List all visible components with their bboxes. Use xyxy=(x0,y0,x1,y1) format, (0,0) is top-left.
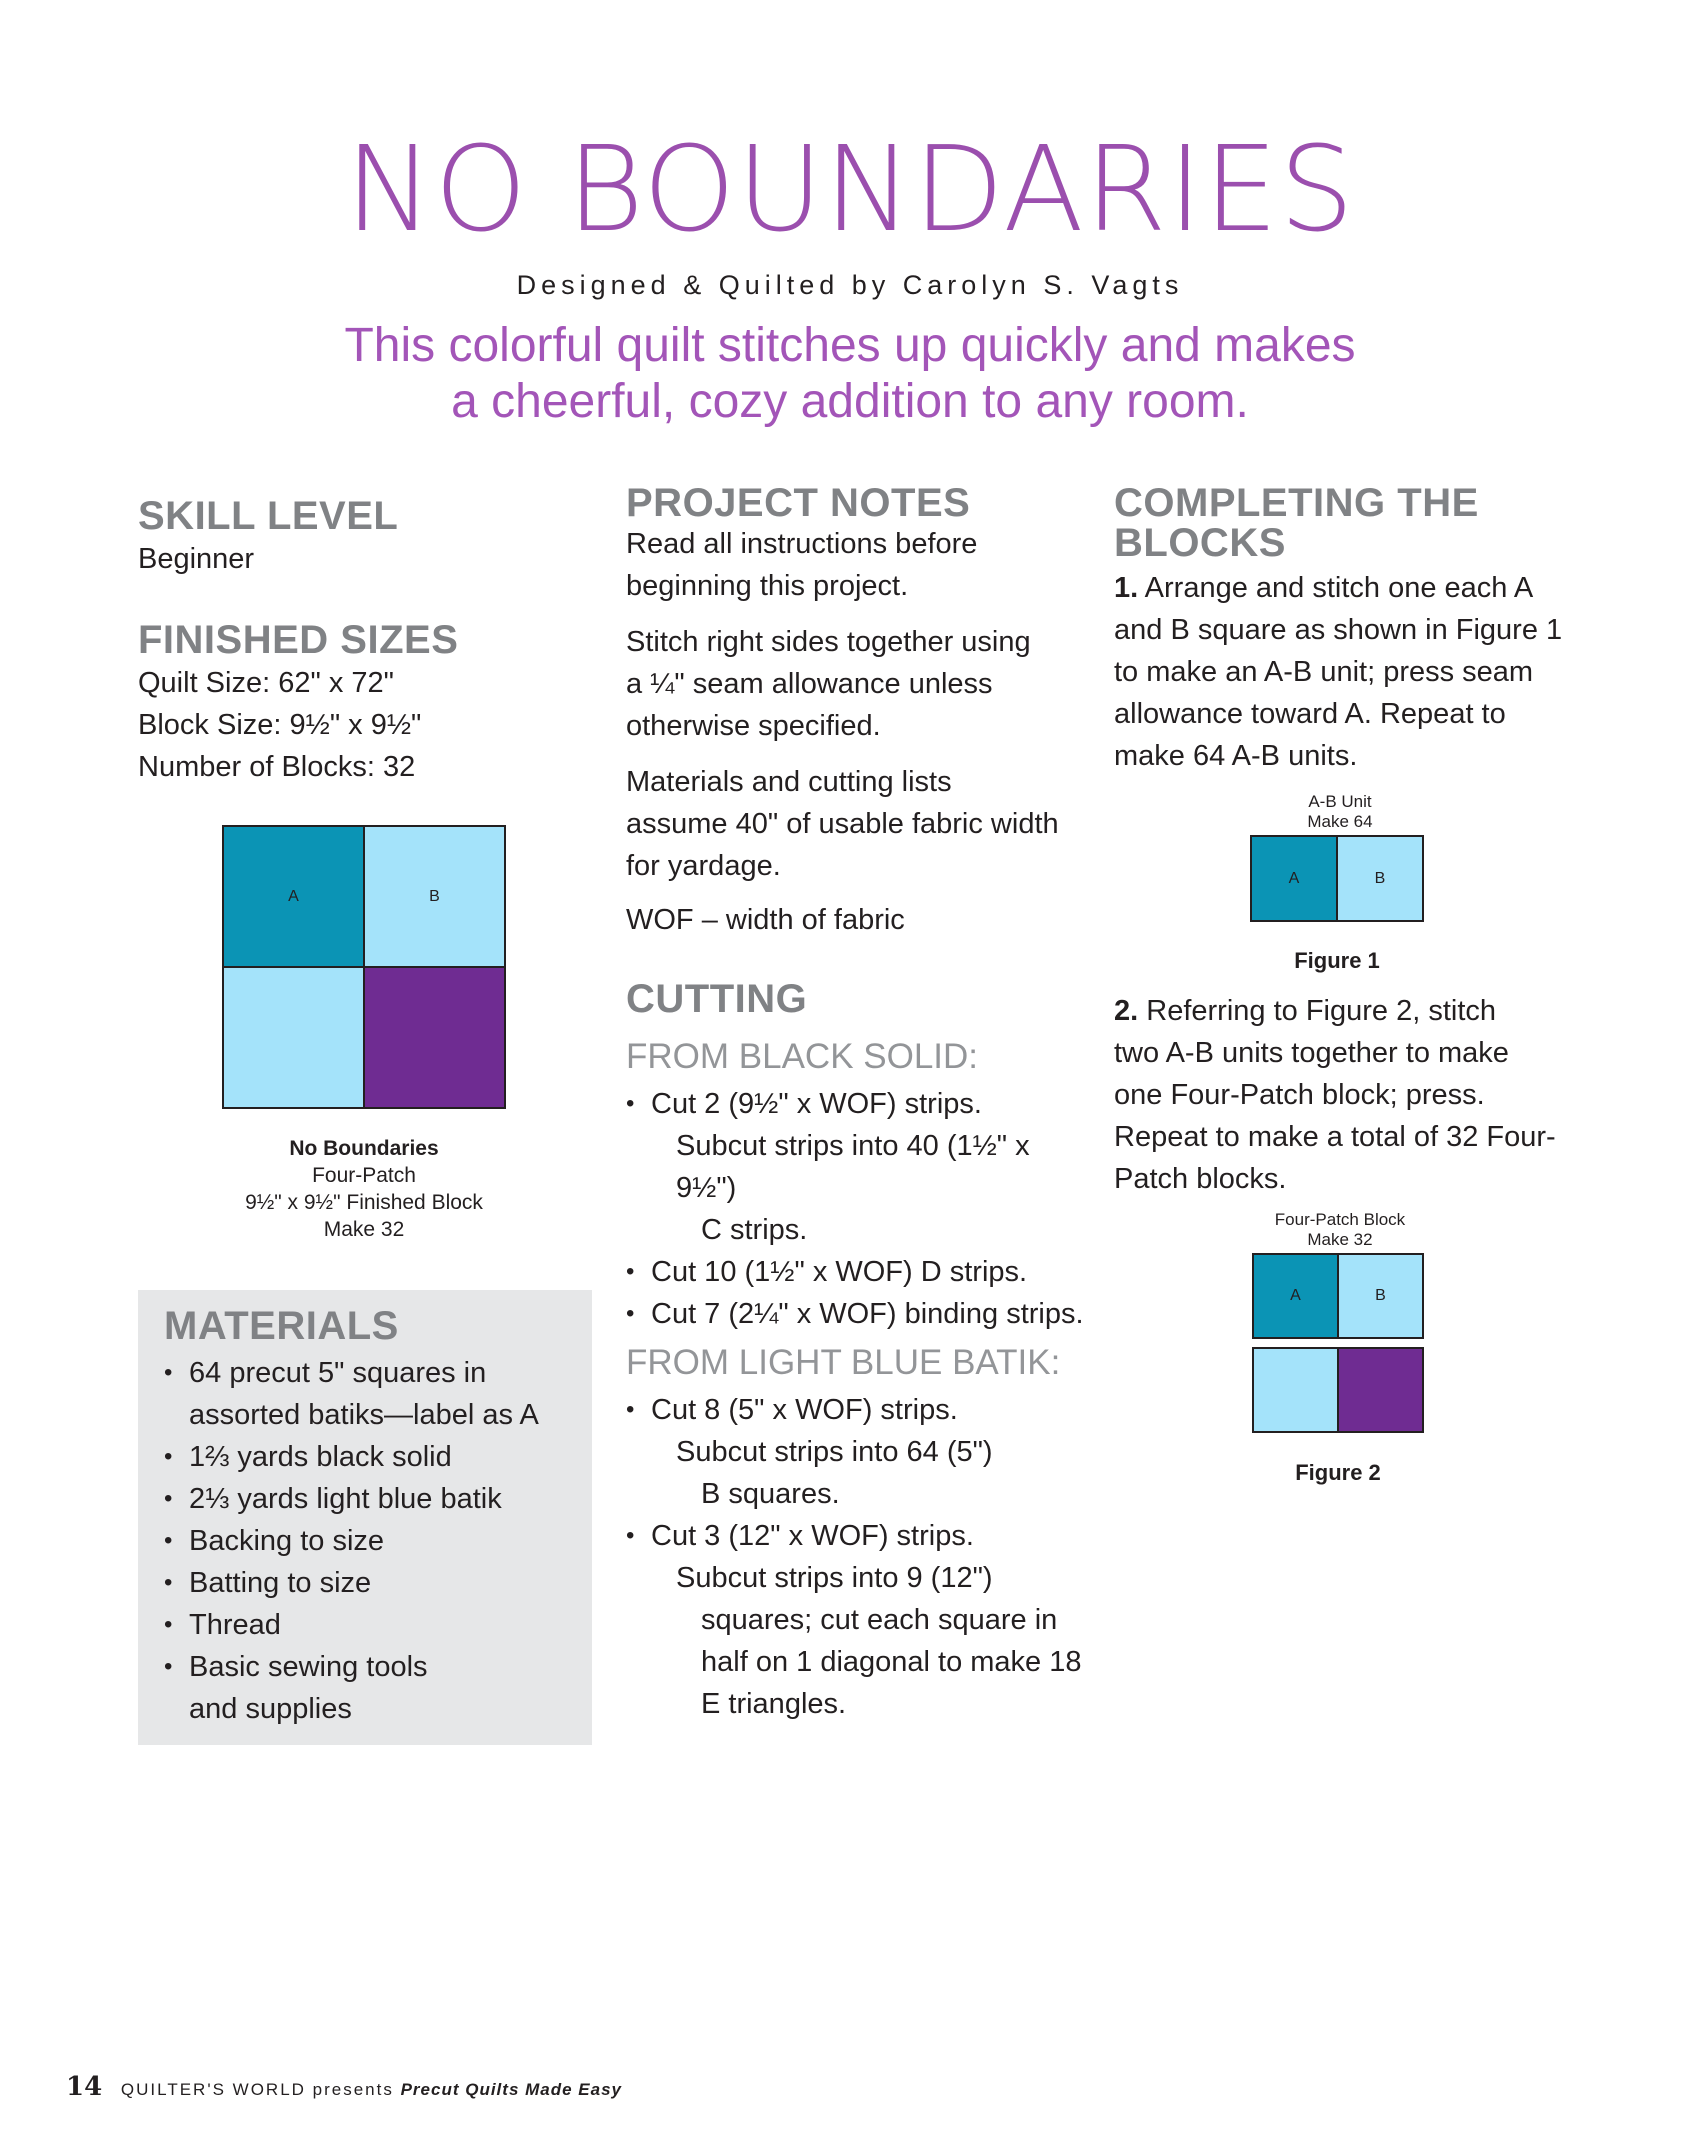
block-square-a xyxy=(363,966,506,1109)
figure1-label: Figure 1 xyxy=(1294,948,1380,973)
step2-text xyxy=(1114,990,1584,1200)
caption-line: Make 32 xyxy=(323,1218,405,1241)
list-item: • Cut 8 (5" x WOF) strips. xyxy=(626,1389,1096,1431)
list-item: • Cut 10 (1½" x WOF) D strips. xyxy=(626,1251,1096,1293)
square-label: B xyxy=(1374,869,1386,887)
figure-make: Make 32 xyxy=(1307,1230,1373,1249)
block-caption xyxy=(200,1135,528,1243)
block-size: Block Size: 9½" x 9½" xyxy=(138,709,422,741)
materials-list-section xyxy=(164,1306,584,1730)
list-item: • 64 precut 5" squares in assorted batiks—label as A xyxy=(164,1352,584,1436)
quilt-size: Quilt Size: 62" x 72" xyxy=(138,667,394,699)
figure-make: Make 64 xyxy=(1307,812,1373,831)
caption-title: No Boundaries xyxy=(289,1137,439,1160)
note-line: a ¼" seam allowance unless xyxy=(626,668,993,700)
cutting-list-blue xyxy=(626,1389,1096,1431)
cutting-subheading: FROM LIGHT BLUE BATIK: xyxy=(626,1343,1061,1382)
step-line: allowance toward A. Repeat to xyxy=(1114,698,1506,730)
page-footer xyxy=(66,2072,622,2102)
tagline-line: This colorful quilt stitches up quickly and makes xyxy=(344,319,1356,372)
square-label: B xyxy=(429,887,440,905)
list-item: • Basic sewing tools and supplies xyxy=(164,1646,584,1730)
left-column xyxy=(138,496,598,788)
step-line: and B square as shown in Figure 1 xyxy=(1114,614,1563,646)
tagline xyxy=(0,318,1700,430)
square-label: B xyxy=(1375,1287,1386,1304)
square-label: A xyxy=(1288,869,1300,887)
subcut-line: C strips. xyxy=(701,1214,808,1246)
block-square-b xyxy=(363,825,506,968)
page-title: NO BOUNDARIES xyxy=(344,120,1356,258)
list-item: • Backing to size xyxy=(164,1520,584,1562)
subcut-line: Subcut strips into 64 (5") xyxy=(676,1436,993,1468)
list-item: • Cut 7 (2¼" x WOF) binding strips. xyxy=(626,1293,1096,1335)
block-square-b xyxy=(1337,1253,1424,1339)
step-line: 2. Referring to Figure 2, stitch xyxy=(1114,995,1497,1027)
step-line: Patch blocks. xyxy=(1114,1163,1287,1195)
designer-byline: Designed & Quilted by Carolyn S. Vagts xyxy=(516,270,1184,300)
note-line: assume 40" of usable fabric width xyxy=(626,808,1059,840)
subcut-line: Subcut strips into 40 (1½" x 9½") xyxy=(676,1130,1030,1204)
list-item: • Cut 3 (12" x WOF) strips. xyxy=(626,1515,1096,1557)
figure2-label: Figure 2 xyxy=(1295,1460,1381,1485)
square-label: A xyxy=(1290,1287,1301,1304)
materials-list xyxy=(164,1352,584,1730)
tagline-line: a cheerful, cozy addition to any room. xyxy=(451,375,1249,428)
note-line: WOF – width of fabric xyxy=(626,904,905,936)
footer-book-title: Precut Quilts Made Easy xyxy=(400,2080,622,2099)
block-square-b xyxy=(1252,1347,1339,1433)
step-line: to make an A-B unit; press seam xyxy=(1114,656,1534,688)
block-count: Number of Blocks: 32 xyxy=(138,751,416,783)
note-line: Read all instructions before xyxy=(626,528,978,560)
square-label: A xyxy=(288,887,299,905)
note-line: Stitch right sides together using xyxy=(626,626,1031,658)
note-line: for yardage. xyxy=(626,850,781,882)
block-diagram xyxy=(222,825,506,1109)
subcut-line: squares; cut each square in xyxy=(701,1604,1058,1636)
step-number: 1. xyxy=(1114,572,1139,604)
block-square-b xyxy=(222,966,365,1109)
list-item: • Cut 2 (9½" x WOF) strips. xyxy=(626,1083,1096,1125)
subcut-line: E triangles. xyxy=(701,1688,847,1720)
cutting-list-black-2 xyxy=(626,1251,1096,1335)
figure-title: Four-Patch Block xyxy=(1274,1210,1406,1229)
figure2-caption xyxy=(1240,1210,1440,1250)
note-line: otherwise specified. xyxy=(626,710,881,742)
middle-column xyxy=(626,483,1096,1725)
completing-heading: COMPLETING THE xyxy=(1114,481,1479,525)
figure-title: A-B Unit xyxy=(1308,792,1372,811)
subcut-line: Subcut strips into 9 (12") xyxy=(676,1562,993,1594)
skill-level-value: Beginner xyxy=(138,543,255,575)
unit-square-b xyxy=(1336,835,1424,922)
list-item: • Batting to size xyxy=(164,1562,584,1604)
figure2-diagram xyxy=(1252,1253,1424,1433)
step-line: 1. Arrange and stitch one each A xyxy=(1114,572,1534,604)
footer-brand: QUILTER'S WORLD presents xyxy=(120,2080,394,2099)
right-column xyxy=(1114,483,1584,777)
finished-sizes-heading: FINISHED SIZES xyxy=(138,618,459,662)
skill-level-heading: SKILL LEVEL xyxy=(138,494,399,538)
block-square-a xyxy=(1252,1253,1339,1339)
cutting-list-blue-2 xyxy=(626,1515,1096,1557)
step-line: two A-B units together to make xyxy=(1114,1037,1509,1069)
block-square-a xyxy=(1337,1347,1424,1433)
unit-square-a xyxy=(1250,835,1338,922)
step-line: one Four-Patch block; press. xyxy=(1114,1079,1485,1111)
completing-heading: BLOCKS xyxy=(1114,521,1286,565)
cutting-heading: CUTTING xyxy=(626,977,808,1021)
list-item: • 2⅓ yards light blue batik xyxy=(164,1478,584,1520)
block-square-a xyxy=(222,825,365,968)
materials-heading: MATERIALS xyxy=(164,1304,399,1348)
cutting-subheading: FROM BLACK SOLID: xyxy=(626,1037,979,1076)
subcut-line: half on 1 diagonal to make 18 xyxy=(701,1646,1082,1678)
subcut-line: B squares. xyxy=(701,1478,840,1510)
list-item: • 1⅔ yards black solid xyxy=(164,1436,584,1478)
step-line: make 64 A-B units. xyxy=(1114,740,1358,772)
project-notes-heading: PROJECT NOTES xyxy=(626,481,971,525)
caption-line: Four-Patch xyxy=(312,1164,416,1187)
note-line: beginning this project. xyxy=(626,570,909,602)
note-line: Materials and cutting lists xyxy=(626,766,952,798)
list-item: • Thread xyxy=(164,1604,584,1646)
figure1-diagram xyxy=(1250,835,1424,922)
cutting-list-black xyxy=(626,1083,1096,1125)
page-number: 14 xyxy=(66,2072,103,2102)
step-number: 2. xyxy=(1114,995,1139,1027)
figure1-caption xyxy=(1240,792,1440,832)
step-line: Repeat to make a total of 32 Four- xyxy=(1114,1121,1556,1153)
caption-line: 9½" x 9½" Finished Block xyxy=(245,1191,483,1214)
